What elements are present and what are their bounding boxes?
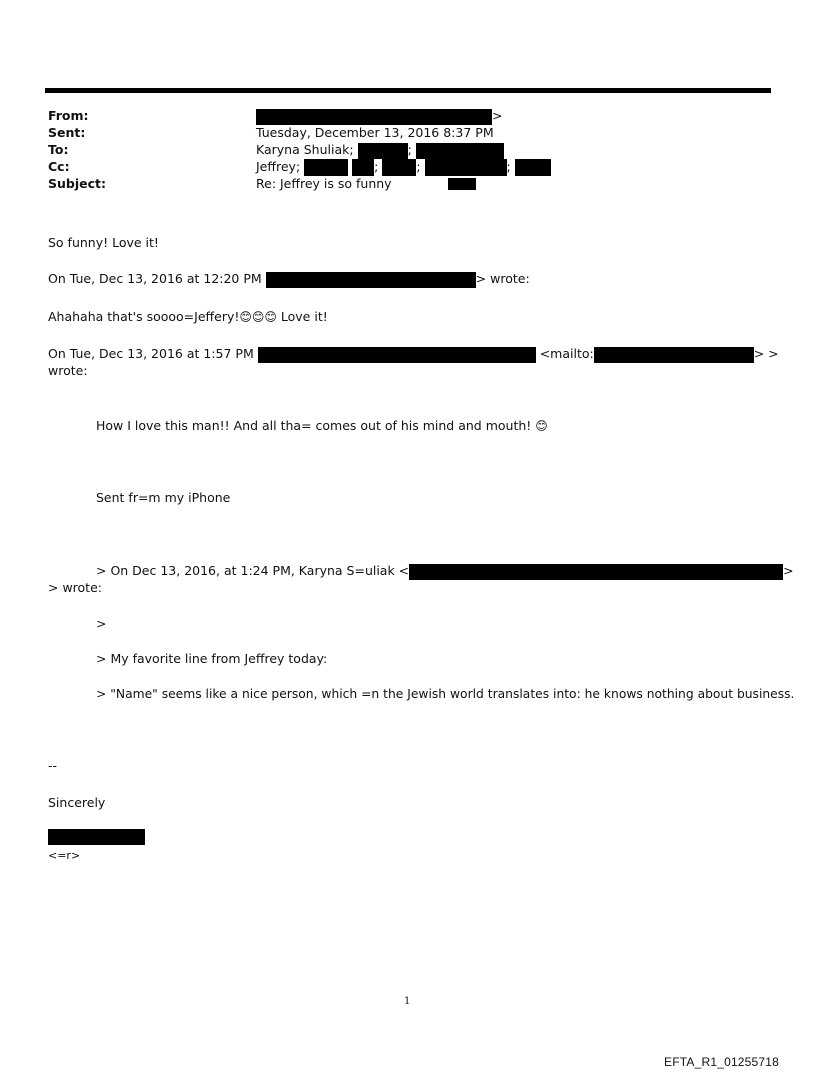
reply-end: > > (753, 346, 779, 361)
redaction-block (416, 143, 504, 159)
reply-prefix: On Tue, Dec 13, 2016 at 1:57 PM (48, 346, 254, 361)
signature-sincerely: Sincerely (48, 795, 106, 810)
redaction-block (352, 159, 374, 176)
cc-value (256, 159, 551, 176)
bates-number: EFTA_R1_01255718 (664, 1055, 780, 1069)
redaction-block (382, 159, 416, 176)
redaction-block (425, 159, 507, 176)
sent-from-line: Sent fr=m my iPhone (96, 490, 231, 505)
redaction-block (515, 159, 551, 176)
redaction-block (48, 829, 145, 845)
from-label: From: (48, 108, 89, 123)
quoted-text: > On Dec 13, 2016, at 1:24 PM, Karyna S=uliak < (96, 563, 410, 578)
quoted-line: > (96, 616, 107, 631)
to-name: Karyna Shuliak; (256, 142, 354, 157)
quoted-line: > "Name" seems like a nice person, which =n the Jewish world translates into: he knows nothing about business. (96, 687, 795, 701)
page-number: 1 (404, 996, 411, 1007)
cc-separator: ; (506, 159, 511, 174)
smiley-icon: 😊 (535, 419, 548, 433)
subject-value (256, 176, 392, 192)
cc-name: Jeffrey; (256, 159, 301, 174)
quoted-line (96, 562, 794, 580)
to-value (256, 142, 504, 159)
sent-label: Sent: (48, 125, 86, 140)
redaction-block (258, 347, 536, 363)
quoted-wrote: > wrote: (48, 580, 102, 595)
redaction-block (448, 178, 476, 190)
to-label: To: (48, 142, 69, 157)
body-text: Ahahaha that's soooo=Jeffery! (48, 309, 240, 324)
redaction-block (266, 272, 476, 288)
reply-header-1 (48, 270, 530, 288)
reply-wrote: wrote: (48, 363, 88, 378)
header-rule (45, 88, 771, 93)
quoted-end: > (783, 563, 794, 578)
sent-value: Tuesday, December 13, 2016 8:37 PM (256, 125, 494, 140)
body-line: So funny! Love it! (48, 235, 159, 250)
cc-label: Cc: (48, 159, 70, 174)
body-text: Love it! (276, 309, 328, 324)
quoted-line (96, 417, 548, 435)
redaction-block (409, 564, 783, 580)
subject-label: Subject: (48, 176, 106, 191)
reply-header-2 (48, 345, 779, 363)
signature-tag: <=r> (48, 849, 81, 862)
cc-separator: ; (416, 159, 421, 174)
quoted-text: How I love this man!! And all tha= comes out of his mind and mouth! (96, 418, 536, 433)
redaction-block (358, 143, 408, 159)
to-separator: ; (407, 142, 412, 157)
signature-dashes: -- (48, 758, 58, 773)
mailto-text: <mailto: (539, 346, 594, 361)
from-suffix: > (492, 108, 503, 123)
quoted-line: > My favorite line from Jeffrey today: (96, 651, 328, 666)
from-value (256, 108, 502, 125)
body-line (48, 308, 328, 326)
redaction-block (594, 347, 754, 363)
cc-separator: ; (374, 159, 379, 174)
reply-prefix: On Tue, Dec 13, 2016 at 12:20 PM (48, 271, 262, 286)
redaction-block (256, 109, 492, 125)
reply-suffix: > wrote: (475, 271, 530, 286)
subject-text: Re: Jeffrey is so funny (256, 176, 392, 191)
redaction-block (304, 159, 348, 176)
smiley-icon: 😊😊😊 (239, 310, 277, 324)
